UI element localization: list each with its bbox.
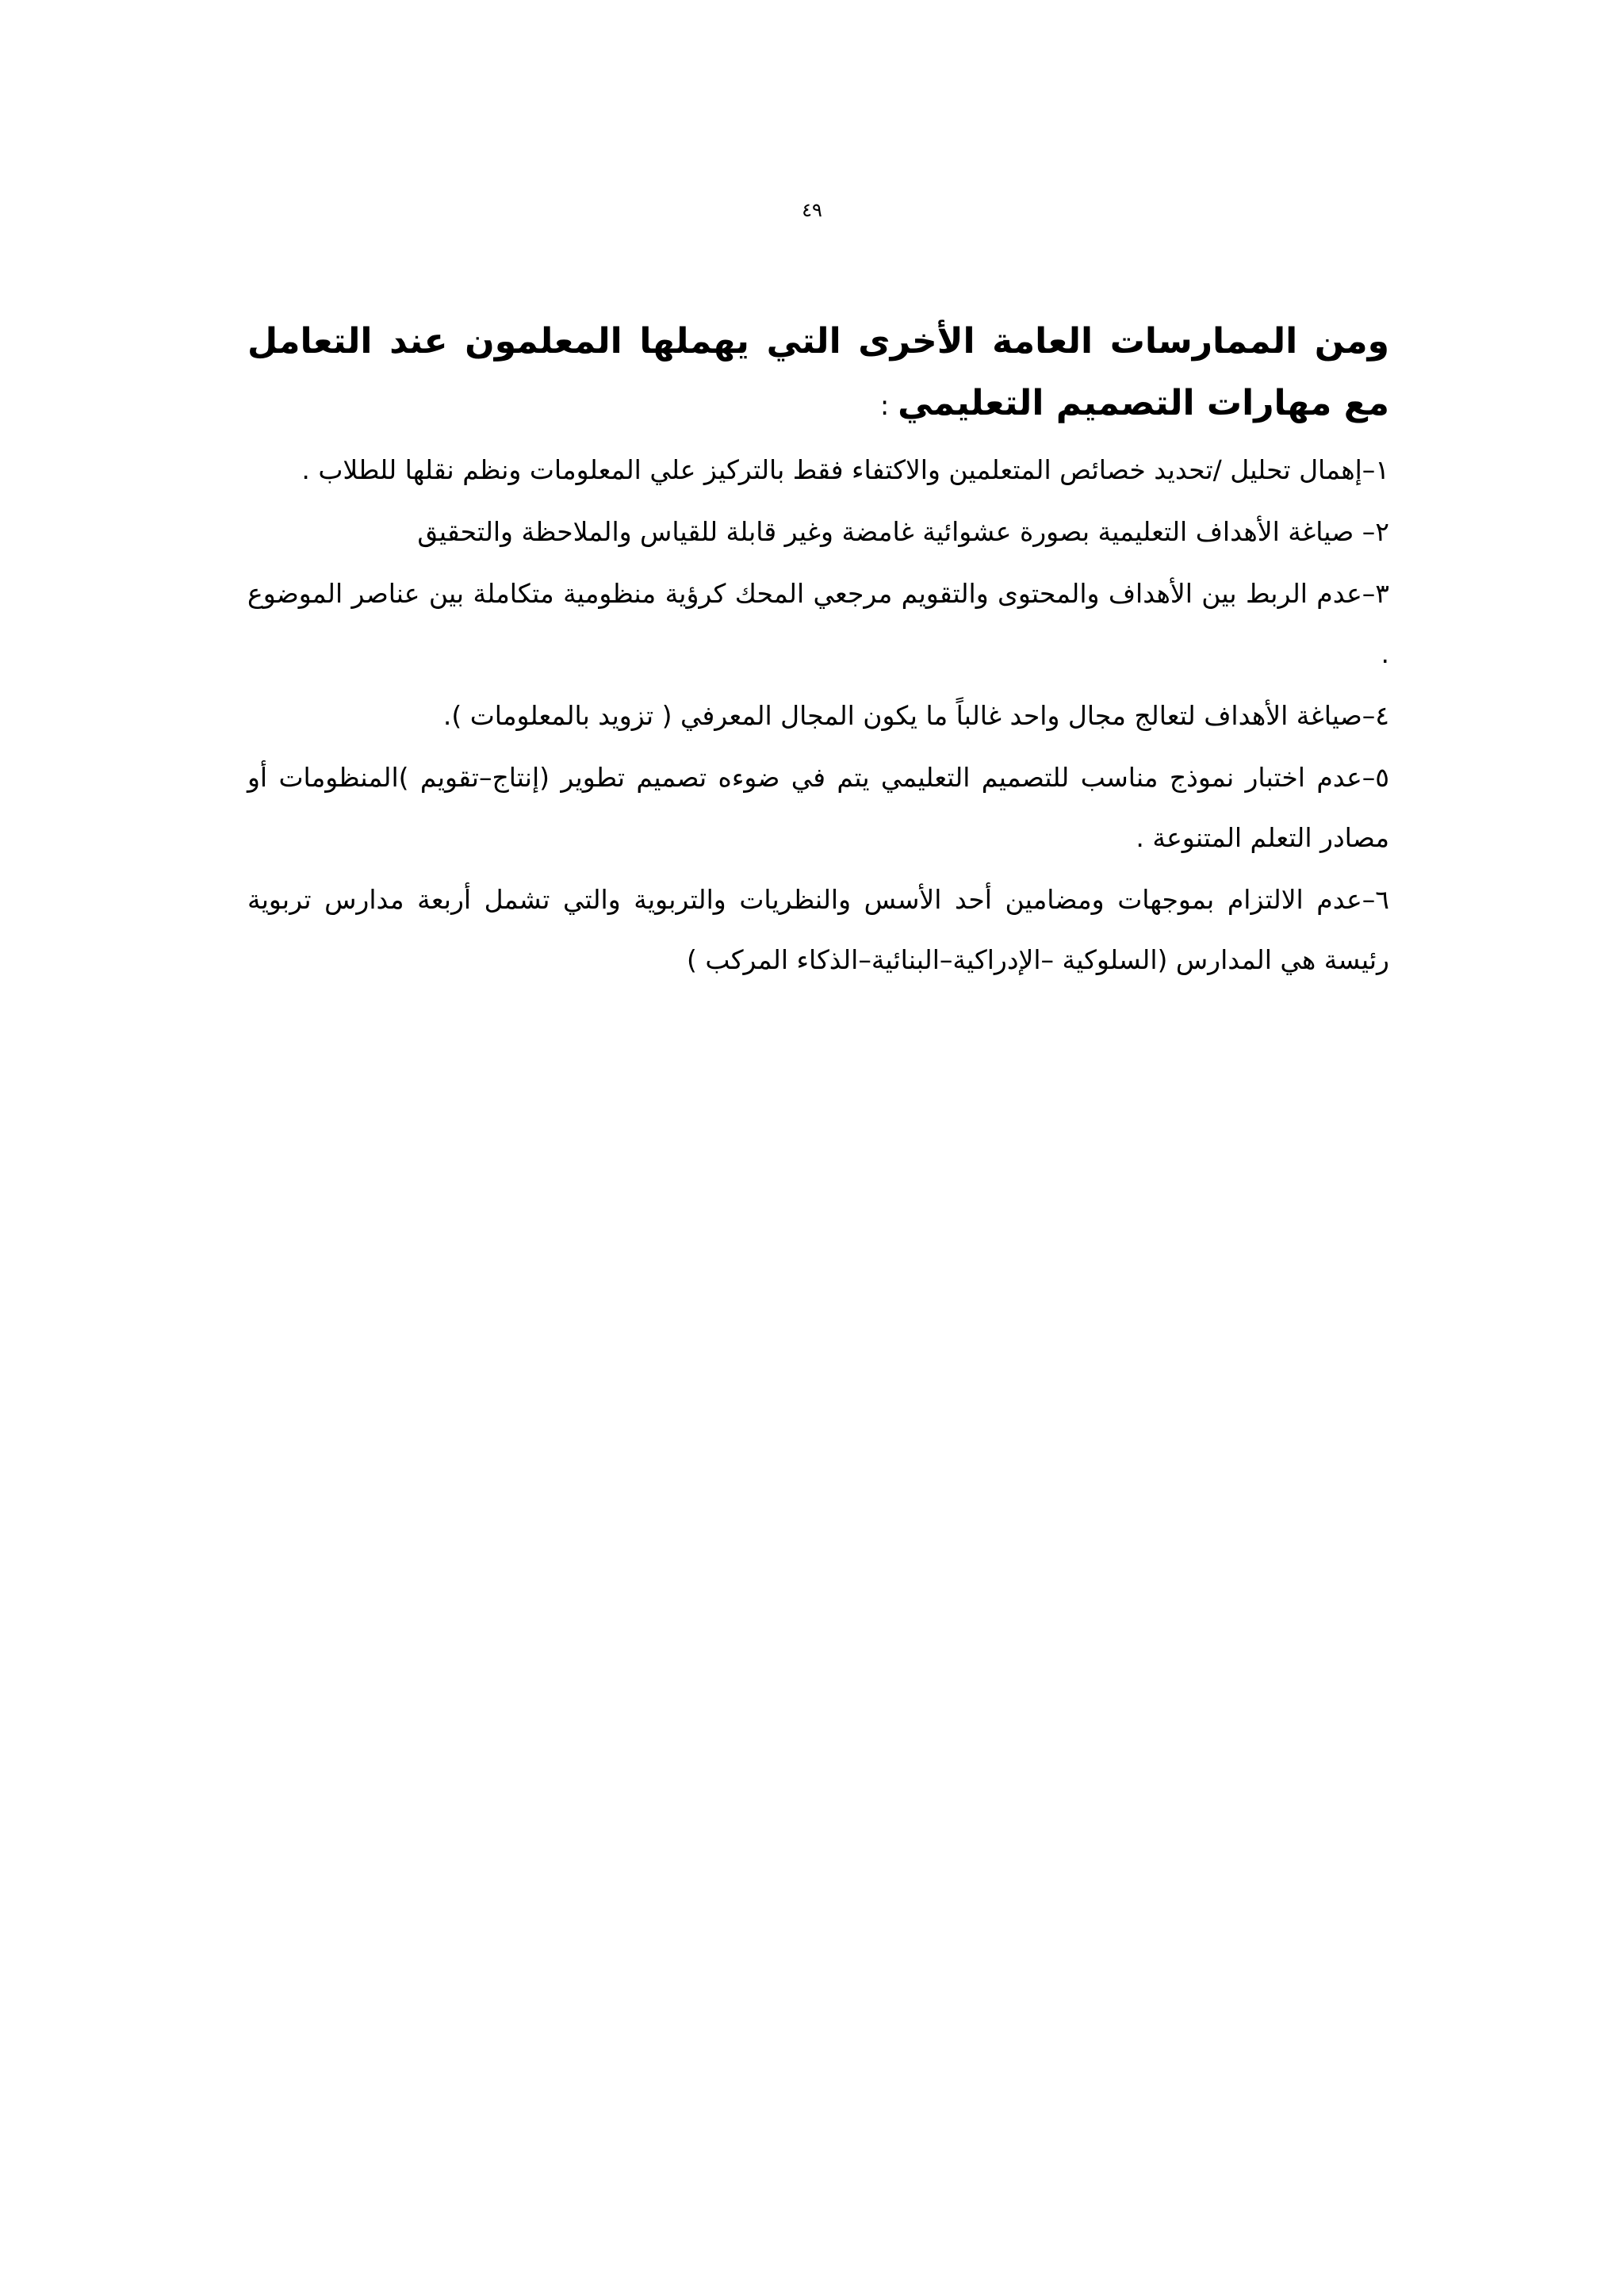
list-item: ٣–عدم الربط بين الأهداف والمحتوى والتقويم مرجعي المحك كرؤية منظومية متكاملة بين عناصر الموضوع . [247, 578, 1389, 669]
section-heading-colon: : [879, 390, 898, 422]
list-item: ٦–عدم الالتزام بموجهات ومضامين أحد الأسس والنظريات والتربوية والتي تشمل أربعة مدارس تربوية رئيسة هي المدارس (السلوكية –الإدراكية–البنائية–الذكاء المركب ) [247, 884, 1389, 975]
list-item: ٤–صياغة الأهداف لتعالج مجال واحد غالباً ما يكون المجال المعرفي ( تزويد بالمعلومات ). [442, 700, 1389, 731]
section-heading-text: ومن الممارسات العامة الأخرى التي يهملها المعلمون عند التعامل مع مهارات التصميم التعليمي [247, 321, 1389, 423]
practices-list [247, 440, 1389, 990]
page-content [247, 311, 1389, 992]
section-heading [247, 311, 1389, 437]
page-number: ٤٩ [802, 199, 822, 221]
list-item: ٢– صياغة الأهداف التعليمية بصورة عشوائية غامضة وغير قابلة للقياس والملاحظة والتحقيق [417, 516, 1389, 547]
list-item: ٥–عدم اختبار نموذج مناسب للتصميم التعليمي يتم في ضوءه تصميم تطوير (إنتاج–تقويم )المنظومات أو مصادر التعلم المتنوعة . [247, 762, 1389, 853]
list-item: ١–إهمال تحليل /تحديد خصائص المتعلمين والاكتفاء فقط بالتركيز علي المعلومات ونظم نقلها للطلاب . [301, 454, 1389, 485]
